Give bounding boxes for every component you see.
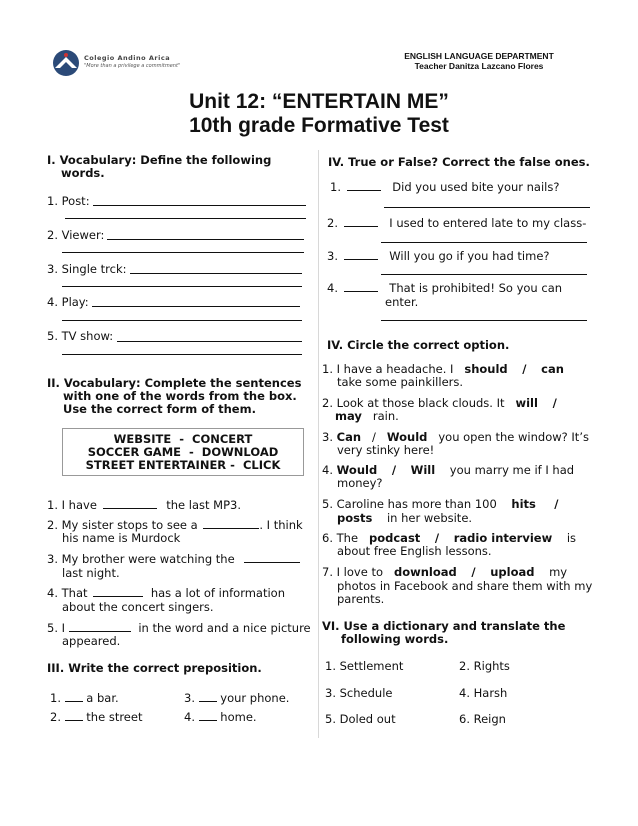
option-choice[interactable]: will (515, 396, 538, 410)
preposition-item-3 (184, 691, 289, 705)
vocab-item-3: 3. Single trck: (47, 262, 127, 276)
option-text: 3. (322, 430, 333, 444)
option-separator: / (372, 430, 376, 444)
option-text: my (549, 565, 568, 579)
option-item-7 (322, 565, 567, 579)
word-box-line2: SOCCER GAME - DOWNLOAD (87, 445, 279, 459)
option-choice[interactable]: Will (410, 463, 436, 477)
option-item-4-cont: money? (337, 476, 383, 490)
sentence-4-cont: about the concert singers. (62, 600, 214, 614)
department-header (340, 51, 618, 71)
sentence-text: has a lot of information (150, 586, 286, 600)
option-text: 7. I love to (322, 565, 383, 579)
section4-heading: IV. True or False? Correct the false ones. (328, 155, 590, 169)
tf-blank[interactable] (344, 249, 378, 260)
option-separator: / (522, 362, 527, 376)
tf-blank[interactable] (344, 216, 378, 227)
option-text: 4. (322, 463, 333, 477)
item-text: home. (220, 710, 257, 724)
option-choice[interactable]: radio interview (453, 531, 553, 545)
item-text: the street (86, 710, 143, 724)
section6-heading: VI. Use a dictionary and translate the (322, 619, 566, 633)
correction-line[interactable] (381, 274, 587, 275)
item-text: a bar. (86, 691, 119, 705)
school-motto: "More than a privilege a commitment" (84, 63, 181, 69)
option-item-3-cont: very stinky here! (337, 443, 435, 457)
tf-blank[interactable] (344, 281, 378, 292)
blank[interactable] (203, 518, 259, 529)
option-choice[interactable]: posts (337, 511, 373, 525)
option-item-4 (322, 463, 574, 477)
section3-heading: III. Write the correct preposition. (47, 661, 262, 675)
option-item-5 (322, 497, 558, 511)
option-item-3 (322, 430, 589, 444)
item-text: your phone. (220, 691, 290, 705)
option-choice[interactable]: may (335, 409, 362, 423)
section2-heading-cont: with one of the words from the box. (63, 389, 297, 403)
option-item-2-cont (335, 409, 399, 423)
blank[interactable] (199, 691, 217, 702)
blank[interactable] (244, 552, 300, 563)
tf-item-4-cont: enter. (385, 295, 419, 309)
option-text: 6. The (322, 531, 359, 545)
answer-line[interactable] (65, 218, 306, 219)
tf-item-3 (327, 249, 550, 263)
answer-line[interactable] (93, 205, 306, 206)
answer-line[interactable] (107, 239, 304, 240)
answer-line[interactable] (62, 252, 304, 253)
department-name: ENGLISH LANGUAGE DEPARTMENT (404, 51, 554, 61)
option-item-7-cont: photos in Facebook and share them with my (337, 579, 593, 593)
item-number: 3. (327, 249, 338, 263)
item-number: 3. (184, 691, 195, 705)
item-number: 2. (327, 216, 338, 230)
answer-line[interactable] (117, 341, 302, 342)
option-choice[interactable]: can (541, 362, 564, 376)
option-item-1 (322, 362, 564, 376)
sentence-text: . I think (259, 518, 303, 532)
sentence-text: the last MP3. (166, 498, 241, 512)
option-choice[interactable]: podcast (369, 531, 421, 545)
option-item-2 (322, 396, 557, 410)
sentence-2 (47, 518, 303, 532)
option-separator: / (554, 497, 559, 511)
translate-word-2: 2. Rights (459, 659, 510, 673)
option-choice[interactable]: download (393, 565, 457, 579)
option-text: is (566, 531, 577, 545)
option-text: rain. (372, 409, 399, 423)
answer-line[interactable] (92, 306, 300, 307)
item-number: 1. (50, 691, 61, 705)
option-choice[interactable]: Can (336, 430, 362, 444)
word-box-line3: STREET ENTERTAINER - CLICK (85, 458, 281, 472)
correction-line[interactable] (381, 320, 587, 321)
vocab-item-1: 1. Post: (47, 194, 90, 208)
column-divider (318, 150, 319, 738)
blank[interactable] (93, 586, 143, 597)
word-box-line1: WEBSITE - CONCERT (113, 432, 253, 446)
tf-statement: Will you go if you had time? (389, 249, 550, 263)
option-item-6-cont: about free English lessons. (337, 544, 492, 558)
vocab-item-5: 5. TV show: (47, 329, 114, 343)
option-separator: / (434, 531, 440, 545)
option-choice[interactable]: upload (490, 565, 535, 579)
blank[interactable] (199, 710, 217, 721)
option-separator: / (391, 463, 397, 477)
answer-line[interactable] (62, 286, 302, 287)
tf-item-1 (330, 180, 559, 194)
tf-item-4 (327, 281, 562, 295)
item-number: 4. (327, 281, 338, 295)
item-number: 2. (50, 710, 61, 724)
answer-line[interactable] (62, 320, 302, 321)
option-choice[interactable]: hits (511, 497, 536, 511)
page-title: Unit 12: “ENTERTAIN ME” (189, 90, 449, 113)
section1-heading: I. Vocabulary: Define the following (47, 153, 272, 167)
correction-line[interactable] (384, 207, 590, 208)
option-choice[interactable]: Would (386, 430, 428, 444)
section1-heading-cont: words. (61, 166, 105, 180)
translate-word-1: 1. Settlement (325, 659, 404, 673)
preposition-item-4 (184, 710, 257, 724)
tf-statement: I used to entered late to my class- (389, 216, 587, 230)
school-logo-icon (50, 48, 82, 78)
blank[interactable] (65, 691, 83, 702)
sentence-5 (47, 621, 311, 635)
translate-word-3: 3. Schedule (325, 686, 393, 700)
school-name: Colegio Andino Arica (84, 54, 171, 62)
answer-line[interactable] (130, 273, 302, 274)
option-choice[interactable]: Would (336, 463, 378, 477)
sentence-1 (47, 498, 241, 512)
sentence-2-cont: his name is Murdock (62, 531, 181, 545)
translate-word-5: 5. Doled out (325, 712, 396, 726)
option-text: 5. Caroline has more than 100 (322, 497, 497, 511)
sentence-5-cont: appeared. (62, 634, 121, 648)
sentence-text: 1. I have (47, 498, 97, 512)
option-text: 1. I have a headache. I (322, 362, 454, 376)
option-text: in her website. (386, 511, 473, 525)
sentence-text: 4. That (47, 586, 88, 600)
blank[interactable] (69, 621, 131, 632)
sentence-text: 5. I (47, 621, 66, 635)
option-item-5-cont (337, 511, 472, 525)
option-item-7-cont2: parents. (337, 592, 385, 606)
option-item-1-cont: take some painkillers. (337, 375, 464, 389)
option-text: 2. Look at those black clouds. It (322, 396, 505, 410)
vocab-item-2: 2. Viewer: (47, 228, 105, 242)
option-text: you marry me if I had (449, 463, 575, 477)
translate-word-6: 6. Reign (459, 712, 506, 726)
option-separator: / (471, 565, 476, 579)
item-number: 4. (184, 710, 195, 724)
correction-line[interactable] (381, 242, 587, 243)
tf-blank[interactable] (347, 180, 381, 191)
option-separator: / (552, 396, 557, 410)
vocab-item-4: 4. Play: (47, 295, 89, 309)
sentence-text: in the word and a nice picture (138, 621, 311, 635)
sentence-text: 3. My brother were watching the (47, 552, 235, 566)
item-number: 1. (330, 180, 341, 194)
teacher-name: Teacher Danitza Lazcano Flores (414, 61, 544, 71)
tf-statement: Did you used bite your nails? (392, 180, 560, 194)
sentence-4 (47, 586, 285, 600)
tf-item-2 (327, 216, 586, 230)
preposition-item-1 (50, 691, 119, 705)
tf-statement: That is prohibited! So you can (389, 281, 563, 295)
option-choice[interactable]: should (464, 362, 508, 376)
sentence-3-cont: last night. (62, 566, 120, 580)
section6-heading-cont: following words. (341, 632, 449, 646)
preposition-item-2 (50, 710, 142, 724)
blank[interactable] (65, 710, 83, 721)
section5-heading: IV. Circle the correct option. (327, 338, 510, 352)
option-text: you open the window? It’s (438, 430, 589, 444)
translate-word-4: 4. Harsh (459, 686, 508, 700)
answer-line[interactable] (62, 354, 302, 355)
page-subtitle: 10th grade Formative Test (189, 114, 449, 137)
blank[interactable] (103, 498, 157, 509)
section2-heading-cont2: Use the correct form of them. (63, 402, 256, 416)
sentence-3 (47, 552, 300, 566)
section2-heading: II. Vocabulary: Complete the sentences (47, 376, 302, 390)
sentence-text: 2. My sister stops to see a (47, 518, 198, 532)
option-item-6 (322, 531, 576, 545)
